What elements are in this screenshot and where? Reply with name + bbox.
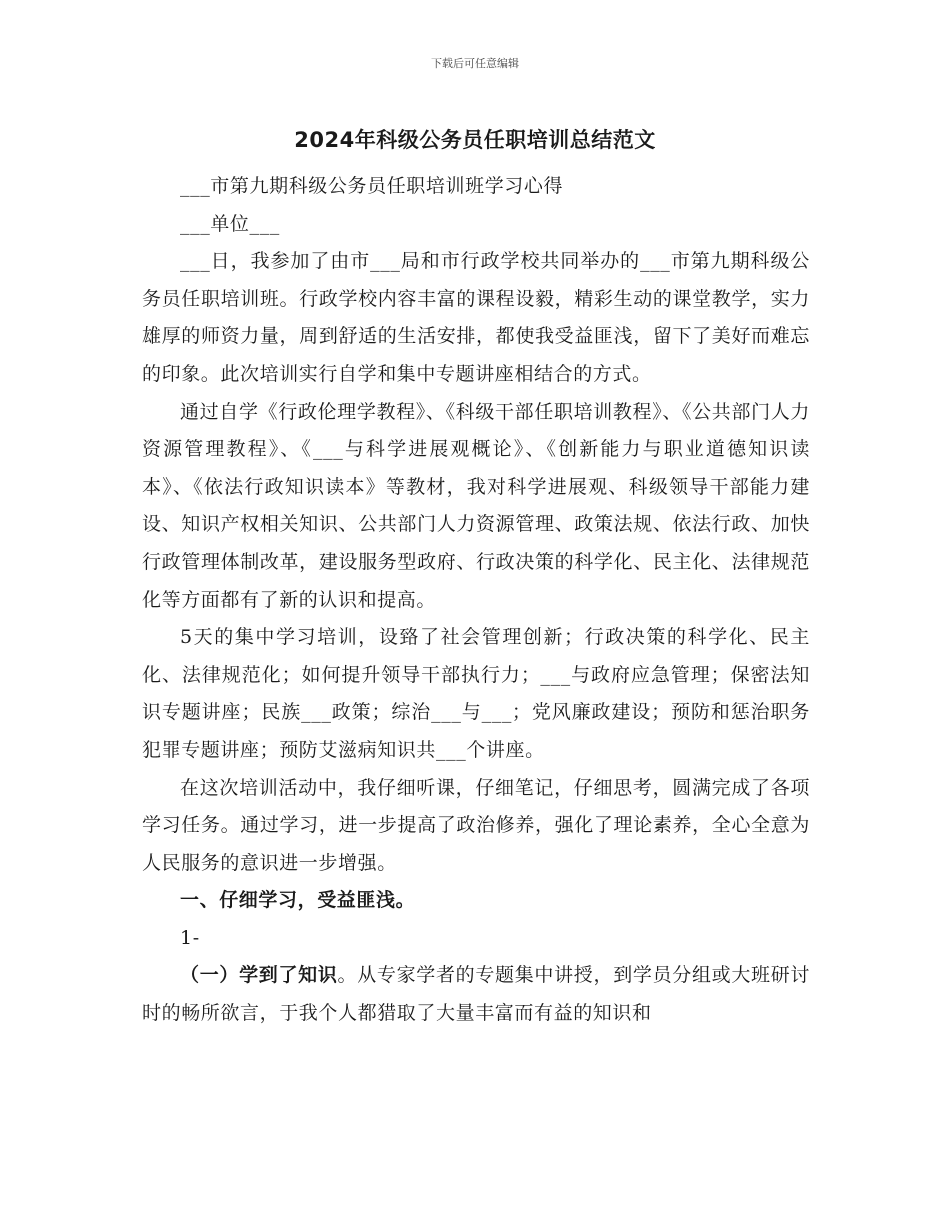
document-body [142,168,810,1033]
page-marker: 1- [180,926,200,949]
page-title: 2024年科级公务员任职培训总结范文 [294,128,656,152]
paragraph-text: 。从专家学者的专题集中讲授，到学员分组或大班研讨时的畅所欲言，于我个人都猎取了大量丰富而有益的知识和 [142,964,810,1025]
section-heading: 一、仔细学习，受益匪浅。 [180,889,416,912]
paragraph-subtitle: ___市第九期科级公务员任职培训班学习心得 [180,175,564,197]
paragraph-summary: 在这次培训活动中，我仔细听课，仔细笔记，仔细思考，圆满完成了各项学习任务。通过学习，进一步提高了政治修养，强化了理论素养，全心全意为人民服务的意识进一步增强。 [142,776,810,874]
paragraph-lead: （一）学到了知识 [180,964,338,987]
paragraph-knowledge [142,957,810,1032]
header-note: 下载后可任意编辑 [431,57,519,70]
paragraph-self-study: 通过自学《行政伦理学教程》、《科级干部任职培训教程》、《公共部门人力资源管理教程》、《___与科学进展观概论》、《创新能力与职业道德知识读本》、《依法行政知识读本》等教材，我对科学进展观、科级领导干部能力建设、知识产权相关知识、公共部门人力资源管理、政策法规、依法行政、加快行政管理体制改革，建设服务型政府、行政决策的科学化、民主化、法律规范化等方面都有了新的认识和提高。 [142,400,810,611]
paragraph-unit: ___单位___ [180,212,280,235]
paragraph-lectures: 5天的集中学习培训，设臵了社会管理创新；行政决策的科学化、民主化、法律规范化；如何提升领导干部执行力；___与政府应急管理；保密法知识专题讲座；民族___政策；综治___与___；党风廉政建设；预防和惩治职务犯罪专题讲座；预防艾滋病知识共___个讲座。 [142,626,810,761]
paragraph-intro: ___日，我参加了由市___局和市行政学校共同举办的___市第九期科级公务员任职培训班。行政学校内容丰富的课程设毅，精彩生动的课堂教学，实力雄厚的师资力量，周到舒适的生活安排，都使我受益匪浅，留下了美好而难忘的印象。此次培训实行自学和集中专题讲座相结合的方式。 [142,250,810,385]
